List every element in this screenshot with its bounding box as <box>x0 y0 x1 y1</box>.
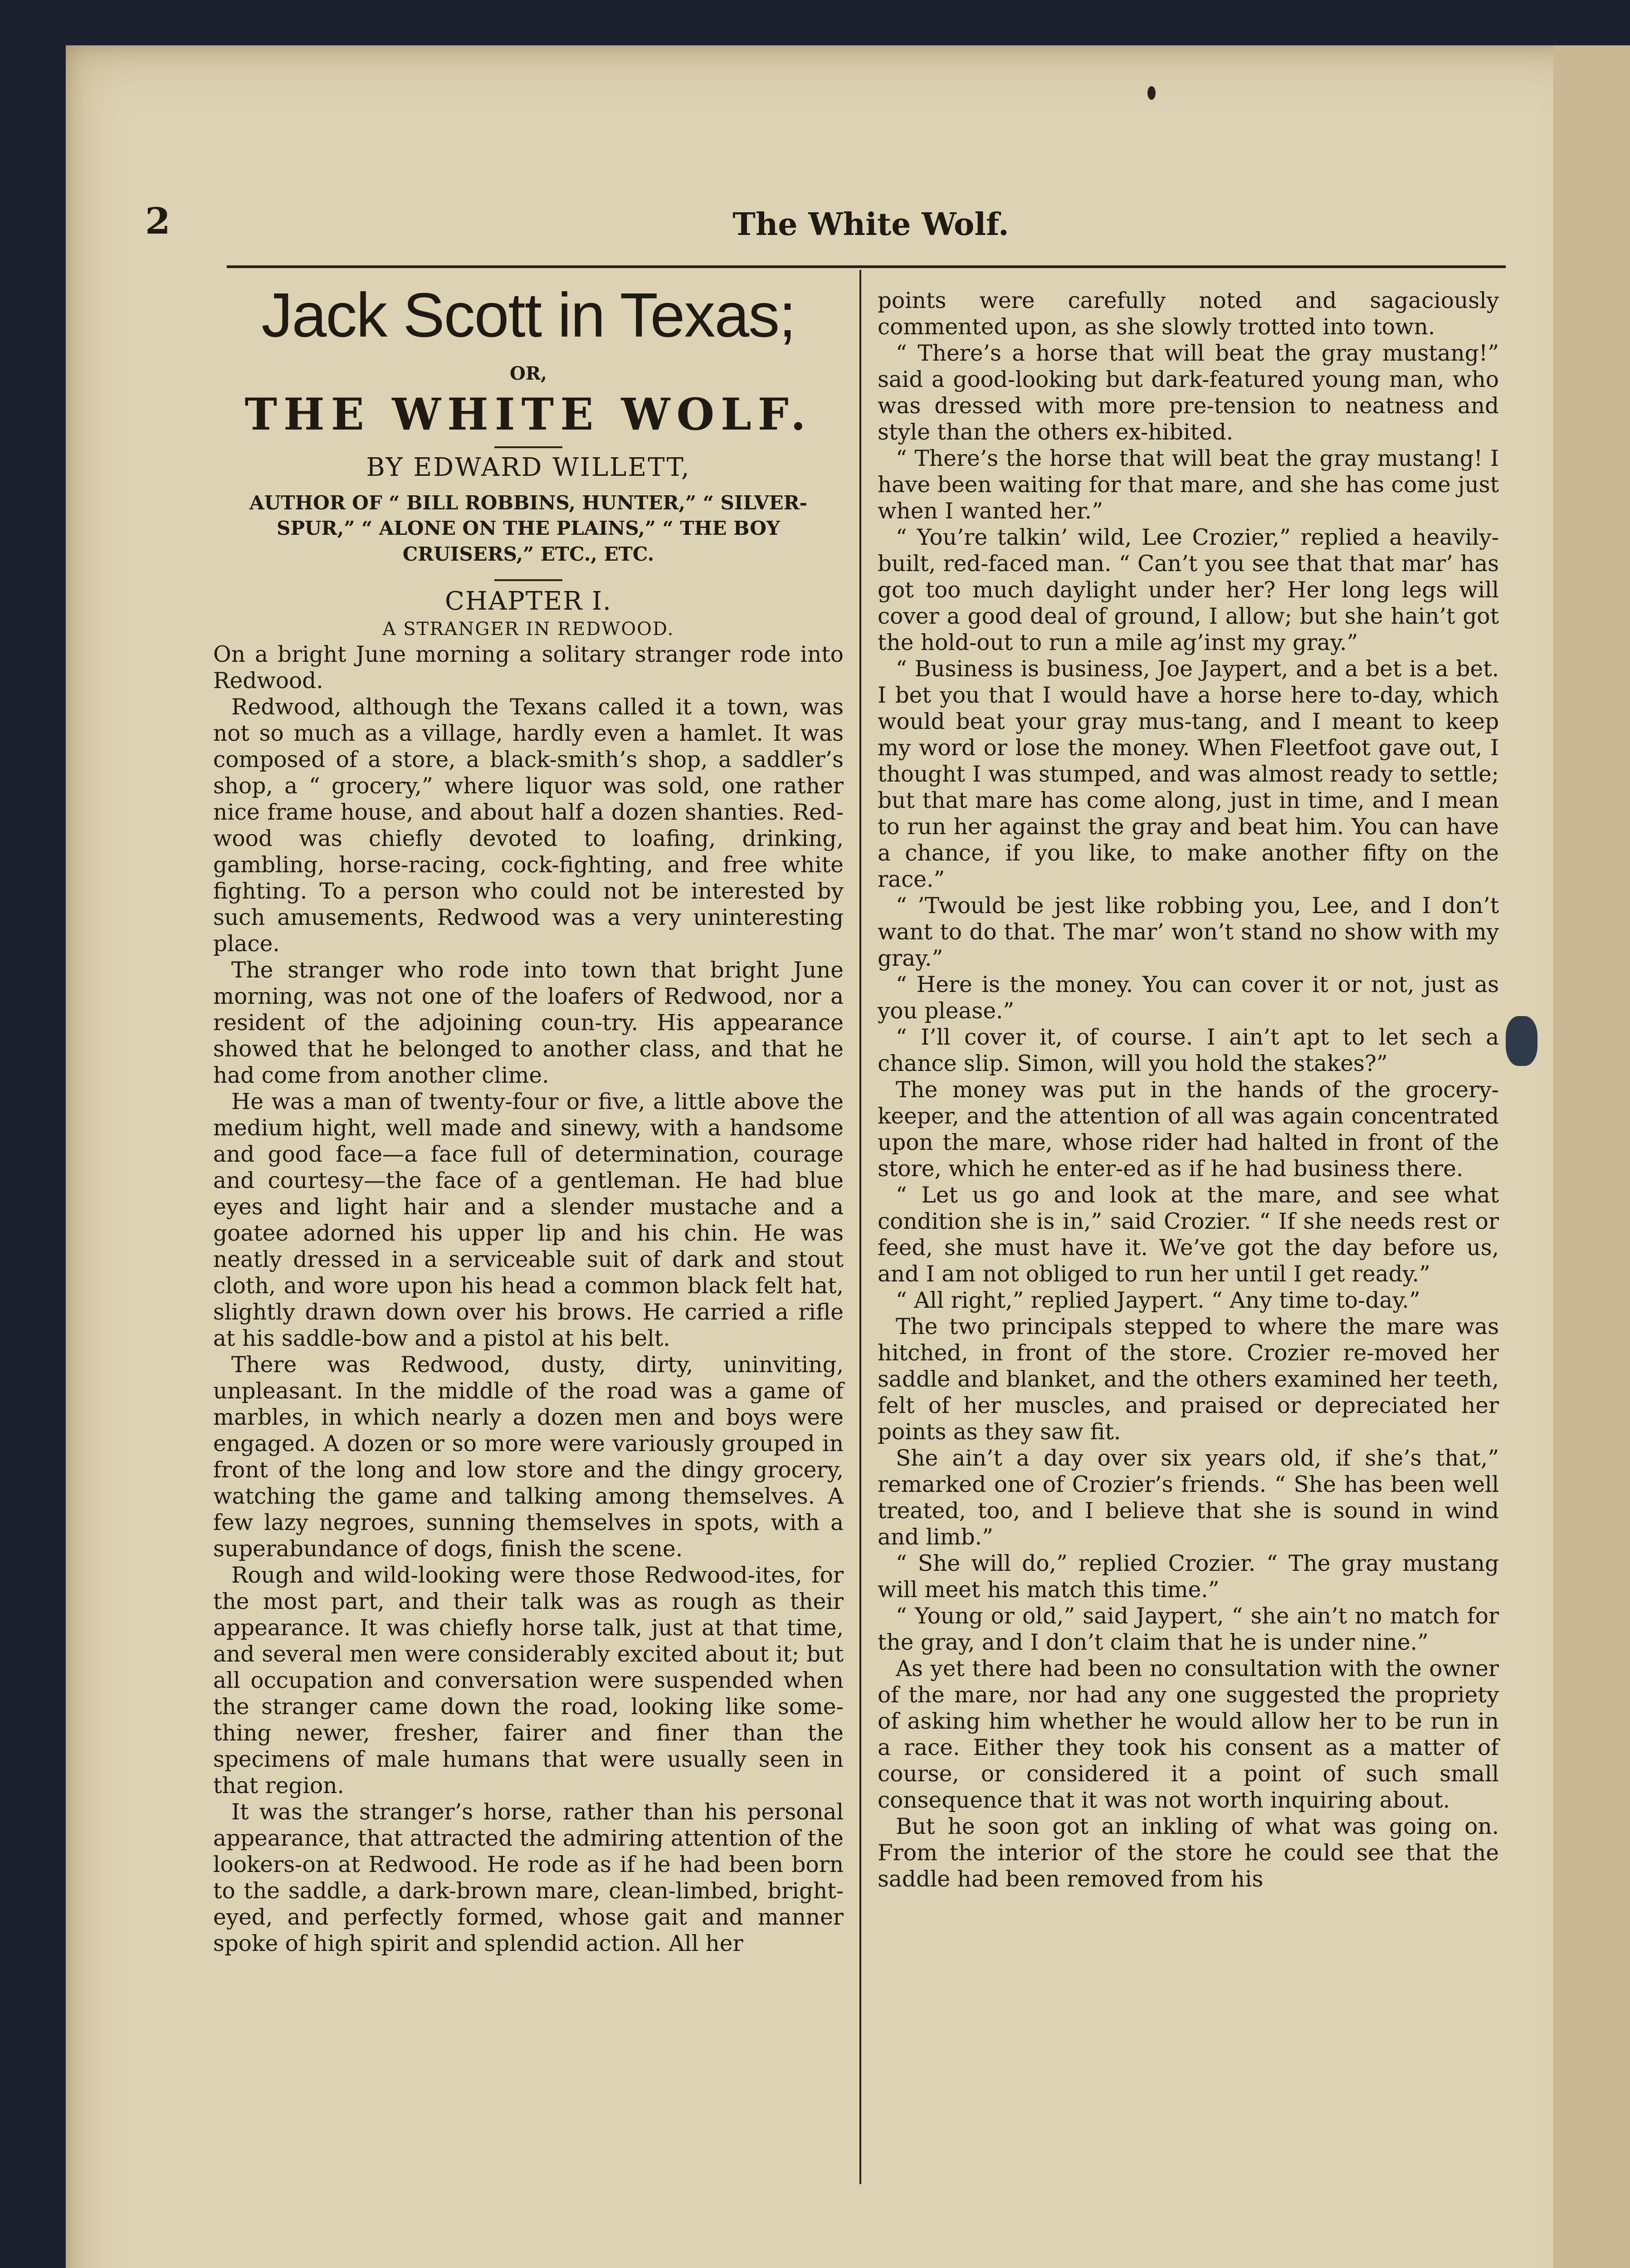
story-subtitle: THE WHITE WOLF. <box>244 388 812 440</box>
right-column-body <box>878 288 1499 1892</box>
chapter-subtitle: A STRANGER IN REDWOOD. <box>382 618 674 640</box>
paragraph: The money was put in the hands of the grocery-keeper, and the attention of all was again concentrated upon the mare, whose rider had halted in front of the store, which he enter-ed as if he had business there. <box>878 1077 1499 1182</box>
paragraph: “ There’s the horse that will beat the gray mustang! I have been waiting for that mare, and she has come just when I wanted her.” <box>878 446 1499 524</box>
byline-rule <box>494 446 562 448</box>
right-column <box>878 286 1499 1892</box>
ink-smudge <box>1506 1016 1537 1066</box>
paragraph: “ Young or old,” said Jaypert, “ she ain’t no match for the gray, and I don’t claim that he is under nine.” <box>878 1603 1499 1655</box>
paragraph: But he soon got an inkling of what was going on. From the interior of the store he could see that the saddle had been removed from his <box>878 1814 1499 1892</box>
author-credits: AUTHOR OF “ BILL ROBBINS, HUNTER,” “ SILVER-SPUR,” “ ALONE ON THE PLAINS,” “ THE BOY CRUISERS,” ETC., ETC. <box>249 491 808 566</box>
running-title: The White Wolf. <box>732 206 1009 243</box>
paragraph: The stranger who rode into town that bright June morning, was not one of the loafers of Redwood, nor a resident of the adjoining coun-try. His appearance showed that he belonged to another class, and that he had come from another clime. <box>213 957 844 1088</box>
left-column-body <box>213 641 844 1957</box>
chapter-rule <box>494 579 562 581</box>
paragraph: He was a man of twenty-four or five, a little above the medium hight, well made and sinewy, with a handsome and good face—a face full of determination, courage and courtesy—the face of a gentleman. He had blue eyes and light hair and a slender mustache and a goatee adorned his upper lip and his chin. He was neatly dressed in a serviceable suit of dark and stout cloth, and wore upon his head a common black felt hat, slightly drawn down over his brows. He carried a rifle at his saddle-bow and a pistol at his belt. <box>213 1089 844 1351</box>
paragraph: She ain’t a day over six years old, if she’s that,” remarked one of Crozier’s friends. “ She has been well treated, too, and I believe that she is sound in wind and limb.” <box>878 1446 1499 1550</box>
column-divider <box>859 270 861 2184</box>
story-title: Jack Scott in Texas; <box>261 280 795 350</box>
paragraph: There was Redwood, dusty, dirty, uninviting, unpleasant. In the middle of the road was a game of marbles, in which nearly a dozen men and boys were engaged. A dozen or so more were variously grouped in front of the long and low store and the dingy grocery, watching the game and talking among themselves. A few lazy negroes, sunning themselves in spots, with a superabundance of dogs, finish the scene. <box>213 1352 844 1562</box>
paragraph: On a bright June morning a solitary stranger rode into Redwood. <box>213 641 844 694</box>
header-rule <box>227 265 1506 268</box>
chapter-title: CHAPTER I. <box>445 586 612 616</box>
paragraph: The two principals stepped to where the mare was hitched, in front of the store. Crozier re-moved her saddle and blanket, and the others examined her teeth, felt of her muscles, and praised or depreciated her points as they saw fit. <box>878 1314 1499 1445</box>
paragraph: Rough and wild-looking were those Redwood-ites, for the most part, and their talk was as rough as their appearance. It was chiefly horse talk, just at that time, and several men were considerably excited about it; but all occupation and conversation were suspended when the stranger came down the road, looking like some-thing newer, fresher, fairer and finer than the specimens of male humans that were usually seen in that region. <box>213 1562 844 1799</box>
paragraph: It was the stranger’s horse, rather than his personal appearance, that attracted the admiring attention of the lookers-on at Redwood. He rode as if he had been born to the saddle, a dark-brown mare, clean-limbed, bright-eyed, and perfectly formed, whose gait and manner spoke of high spirit and splendid action. All her <box>213 1799 844 1956</box>
left-column <box>213 272 844 1957</box>
paragraph: “ ’Twould be jest like robbing you, Lee, and I don’t want to do that. The mar’ won’t stand no show with my gray.” <box>878 893 1499 971</box>
ink-speck <box>1147 86 1156 100</box>
paragraph: “ There’s a horse that will beat the gray mustang!” said a good-looking but dark-featured young man, who was dressed with more pre-tension to neatness and style than the others ex-hibited. <box>878 341 1499 445</box>
paragraph: Redwood, although the Texans called it a town, was not so much as a village, hardly even a hamlet. It was composed of a store, a black-smith’s shop, a saddler’s shop, a “ grocery,” where liquor was sold, one rather nice frame house, and about half a dozen shanties. Red-wood was chiefly devoted to loafing, drinking, gambling, horse-racing, cock-fighting, and free white fighting. To a person who could not be interested by such amusements, Redwood was a very uninteresting place. <box>213 694 844 957</box>
paragraph: “ I’ll cover it, of course. I ain’t apt to let sech a chance slip. Simon, will you hold the stakes?” <box>878 1025 1499 1076</box>
paragraph: “ Let us go and look at the mare, and see what condition she is in,” said Crozier. “ If she needs rest or feed, she must have it. We’ve got the day before us, and I am not obliged to run her until I get ready.” <box>878 1183 1499 1287</box>
paragraph: “ You’re talkin’ wild, Lee Crozier,” replied a heavily-built, red-faced man. “ Can’t you see that that mar’ has got too much daylight under her? Her long legs will cover a good deal of ground, I allow; but she hain’t got the hold-out to run a mile ag’inst my gray.” <box>878 525 1499 655</box>
paragraph: “ All right,” replied Jaypert. “ Any time to-day.” <box>896 1288 1420 1313</box>
byline: BY EDWARD WILLETT, <box>366 452 691 482</box>
paragraph: points were carefully noted and sagaciously commented upon, as she slowly trotted into town. <box>878 288 1499 340</box>
paragraph: “ Here is the money. You can cover it or not, just as you please.” <box>878 972 1499 1024</box>
paragraph: “ Business is business, Joe Jaypert, and a bet is a bet. I bet you that I would have a horse here to-day, which would beat your gray mus-tang, and I meant to keep my word or lose the money. When Fleetfoot gave out, I thought I was stumped, and was almost ready to settle; but that mare has come along, just in time, and I mean to run her against the gray and beat him. You can have a chance, if you like, to make another fifty on the race.” <box>878 656 1499 892</box>
story-or: OR, <box>509 362 547 384</box>
next-page-edge <box>1553 45 1630 2268</box>
paragraph: “ She will do,” replied Crozier. “ The gray mustang will meet his match this time.” <box>878 1551 1499 1603</box>
paragraph: As yet there had been no consultation with the owner of the mare, nor had any one suggested the propriety of asking him whether he would allow her to be run in a race. Either they took his consent as a matter of course, or considered it a point of such small consequence that it was not worth inquiring about. <box>878 1656 1499 1813</box>
page-number: 2 <box>145 200 171 242</box>
